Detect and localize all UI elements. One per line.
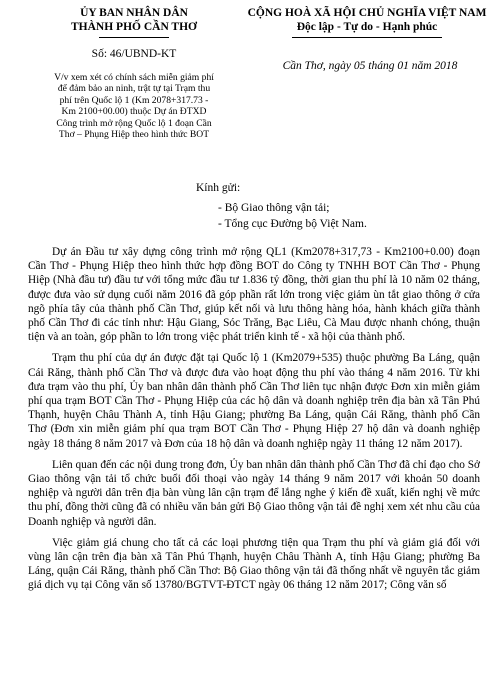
greeting: Kính gửi:: [196, 182, 241, 194]
issuer-line-2: THÀNH PHỐ CẦN THƠ: [71, 21, 197, 33]
recipient-item: - Bộ Giao thông vận tải;: [218, 202, 330, 214]
body-paragraph: Trạm thu phí của dự án được đặt tại Quốc lộ 1 (Km2079+535) thuộc phường Ba Láng, quận Cái Răng, thành phố Cần Thơ và được đưa vào hoạt động thu phí vào tháng 4 năm 2016. Từ khi đưa trạm vào thu phí, Ủy ban nhân dân thành phố Cần Thơ liên tục nhận được Đơn xin miễn giảm phí qua trạm BOT Cần Thơ - Phụng Hiệp của các hộ dân và doanh nghiệp trên địa bàn xã Tân Phú Thạnh, huyện Châu Thành A, tỉnh Hậu Giang; phường Ba Láng, quận Cái Răng, thành phố Cần Thơ (Đơn xin miễn giảm phí qua trạm BOT Cần Thơ - Phụng Hiệp 27 hộ dân và doanh nghiệp ngày 18 tháng 8 năm 2017 và Đơn của 18 hộ dân và doanh nghiệp ngày 11 tháng 12 năm 2017).: [28, 352, 480, 450]
body-paragraph: Liên quan đến các nội dung trong đơn, Ủy ban nhân dân thành phố Cần Thơ đã chỉ đạo cho Sở Giao thông vận tải tổ chức buổi đối thoại vào ngày 14 tháng 9 năm 2017 với khoản 50 doanh nghiệp và người dân trên địa bàn vùng lân cận trạm để lắng nghe ý kiến đề xuất, kiến nghị về mức thu phí, đồng thời cũng đã có nhiều văn bản gửi Bộ Giao thông vận tải đề nghị xem xét nhu cầu của Doanh nghiệp và người dân.: [28, 458, 480, 528]
issuer-line-1: ỦY BAN NHÂN DÂN: [80, 7, 188, 19]
motto-underline: [292, 37, 442, 38]
national-motto: Độc lập - Tự do - Hạnh phúc: [296, 21, 438, 33]
letter-body: [28, 245, 480, 600]
recipient-list: [218, 200, 367, 232]
body-paragraph: Việc giảm giá chung cho tất cả các loại phương tiện qua Trạm thu phí và giảm giá đối với vùng lân cận trên địa bàn xã Tân Phú Thạnh, huyện Châu Thành A, tỉnh Hậu Giang; phường Ba Láng, quận Cái Răng, thành phố Cần Thơ: Bộ Giao thông vận tải đã thống nhất về nguyên tắc giảm giá dịch vụ tại Công văn số 13780/BGTVT-ĐTCT ngày 06 tháng 12 năm 2017; Công văn số: [28, 536, 480, 592]
date-line: Cần Thơ, ngày 05 tháng 01 năm 2018: [282, 60, 458, 72]
recipient-item: - Tổng cục Đường bộ Việt Nam.: [218, 218, 367, 230]
national-title: CỘNG HOÀ XÃ HỘI CHỦ NGHĨA VIỆT NAM: [247, 7, 487, 19]
issuer-header: [52, 6, 216, 38]
body-paragraph: Dự án Đầu tư xây dựng công trình mở rộng QL1 (Km2078+317,73 - Km2100+0.00) đoạn Cần Thơ - Phụng Hiệp theo hình thức hợp đồng BOT do Công ty TNHH BOT Cần Thơ - Phụng Hiệp (Nhà đầu tư) đầu tư với tổng mức đầu tư 1.836 tỷ đồng, thời gian thu phí là 10 năm 02 tháng, được đưa vào sử dụng cuối năm 2016 đã góp phần rất lớn trong việc giảm ùn tắt giao thông ở cửa ngõ phía tây của thành phố Cần Thơ, giúp kết nối và lưu thông hàng hóa, hành khách giữa thành phố Cần Thơ đi các tỉnh như: Hậu Giang, Sóc Trăng, Bạc Liêu, Cà Mau được nhanh chóng, thuận tiện và an toàn, góp phần to lớn trong việc phát triển kinh tế - xã hội của thành phố.: [28, 246, 480, 344]
national-header: [244, 6, 490, 38]
issuer-underline: [99, 37, 169, 38]
document-number: Số: 46/UBND-KT: [91, 48, 177, 60]
subject-line: V/v xem xét có chính sách miễn giảm phí để đảm bảo an ninh, trật tự tại Trạm thu phí trên Quốc lộ 1 (Km 2078+317.73 - Km 2100+00.00) thuộc Dự án ĐTXD Công trình mở rộng Quốc lộ 1 đoạn Cần Thơ – Phụng Hiệp theo hình thức BOT: [54, 72, 214, 141]
